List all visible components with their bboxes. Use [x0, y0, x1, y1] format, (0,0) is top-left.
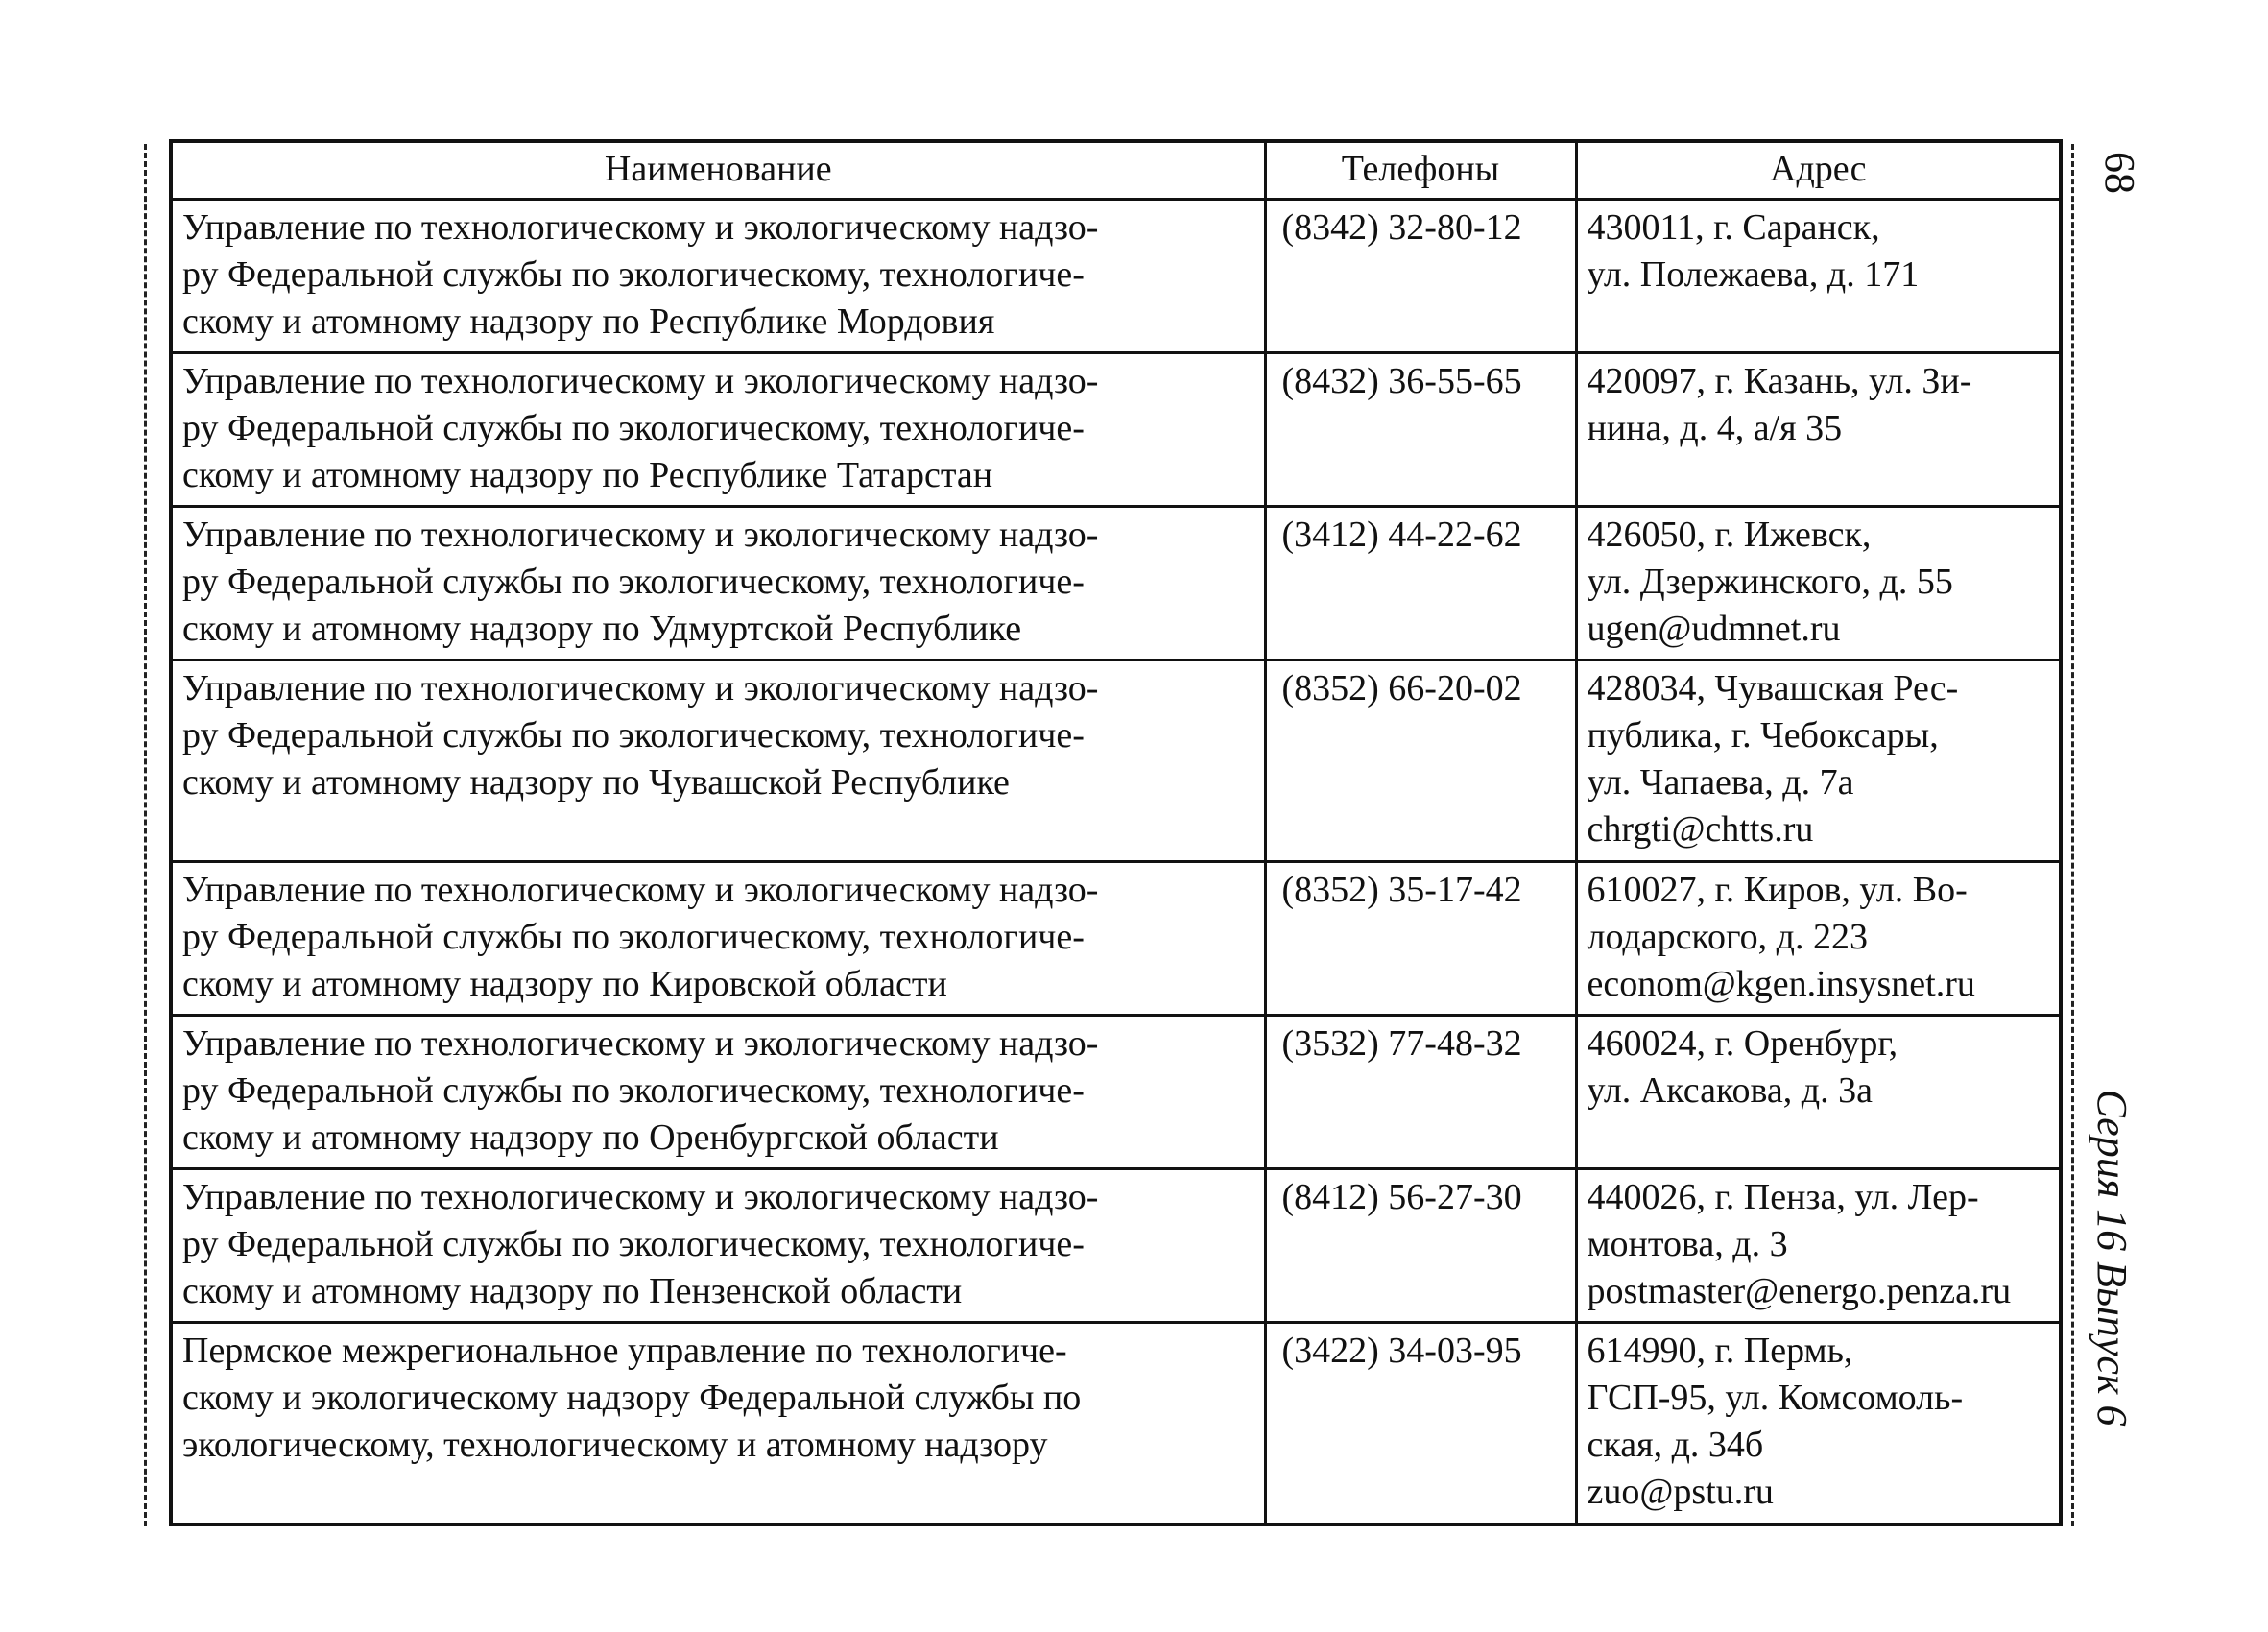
header-address: Адрес [1576, 141, 2061, 200]
right-margin-rule [2071, 144, 2074, 1526]
phone: (3532) 77-48-32 [1281, 1023, 1522, 1064]
org-name: Управление по технологическому и экологическому надзо- ру Федеральной службы по экологическому, технологиче- скому и атомному надзору по Удмуртской Республике [182, 515, 1099, 649]
table-header-row [171, 141, 2061, 200]
phone-cell [1265, 507, 1576, 660]
phone-cell [1265, 862, 1576, 1016]
org-name: Управление по технологическому и экологическому надзо- ру Федеральной службы по экологическому, технологиче- скому и атомному надзору по Кировской области [182, 870, 1099, 1004]
address: 420097, г. Казань, ул. Зи- нина, д. 4, а/я 35 [1587, 361, 1972, 448]
phone-cell [1265, 1016, 1576, 1169]
org-name-cell [171, 862, 1265, 1016]
org-name: Пермское межрегиональное управление по технологиче- скому и экологическому надзору Федеральной службы по экологическому, технологическому и атомному надзору [182, 1331, 1082, 1465]
address: 460024, г. Оренбург, ул. Аксакова, д. 3а [1587, 1023, 1898, 1111]
address-cell [1576, 353, 2061, 507]
table-row [171, 1169, 2061, 1323]
phone: (8432) 36-55-65 [1281, 361, 1522, 401]
table-row [171, 1016, 2061, 1169]
table-row [171, 200, 2061, 353]
header-name: Наименование [171, 141, 1265, 200]
address-cell [1576, 200, 2061, 353]
header-phones: Телефоны [1265, 141, 1576, 200]
table-row [171, 507, 2061, 660]
org-name-cell [171, 200, 1265, 353]
phone-cell [1265, 1169, 1576, 1323]
contacts-table [169, 139, 2063, 1526]
page-number: 68 [2096, 152, 2143, 194]
org-name-cell [171, 353, 1265, 507]
address-cell [1576, 862, 2061, 1016]
phone: (8352) 35-17-42 [1281, 870, 1522, 910]
address-cell [1576, 660, 2061, 862]
org-name: Управление по технологическому и экологическому надзо- ру Федеральной службы по экологическому, технологиче- скому и атомному надзору по Республике Мордовия [182, 207, 1099, 342]
address-cell [1576, 1323, 2061, 1524]
phone: (3412) 44-22-62 [1281, 515, 1522, 555]
org-name-cell [171, 660, 1265, 862]
table-row [171, 1323, 2061, 1524]
phone-cell [1265, 353, 1576, 507]
org-name-cell [171, 1169, 1265, 1323]
org-name-cell [171, 1016, 1265, 1169]
org-name: Управление по технологическому и экологическому надзо- ру Федеральной службы по экологическому, технологиче- скому и атомному надзору по Пензенской области [182, 1177, 1099, 1311]
series-label: Серия 16 Выпуск 6 [2089, 1089, 2136, 1427]
address: 440026, г. Пенза, ул. Лер- монтова, д. 3 postmaster@energo.penza.ru [1587, 1177, 2012, 1311]
table-row [171, 353, 2061, 507]
org-name: Управление по технологическому и экологическому надзо- ру Федеральной службы по экологическому, технологиче- скому и атомному надзору по Чувашской Республике [182, 668, 1099, 803]
address: 426050, г. Ижевск, ул. Дзержинского, д. 55 ugen@udmnet.ru [1587, 515, 1953, 649]
address: 614990, г. Пермь, ГСП-95, ул. Комсомоль- ская, д. 34б zuo@pstu.ru [1587, 1331, 1964, 1512]
org-name: Управление по технологическому и экологическому надзо- ру Федеральной службы по экологическому, технологиче- скому и атомному надзору по Оренбургской области [182, 1023, 1099, 1158]
address: 430011, г. Саранск, ул. Полежаева, д. 171 [1587, 207, 1920, 295]
phone: (8342) 32-80-12 [1281, 207, 1522, 248]
org-name-cell [171, 1323, 1265, 1524]
phone: (8412) 56-27-30 [1281, 1177, 1522, 1217]
address: 610027, г. Киров, ул. Во- лодарского, д. 223 econom@kgen.insysnet.ru [1587, 870, 1975, 1004]
phone-cell [1265, 1323, 1576, 1524]
table-row [171, 660, 2061, 862]
phone: (3422) 34-03-95 [1281, 1331, 1522, 1371]
phone: (8352) 66-20-02 [1281, 668, 1522, 708]
address: 428034, Чувашская Рес- публика, г. Чебоксары, ул. Чапаева, д. 7а chrgti@chtts.ru [1587, 668, 1959, 850]
org-name-cell [171, 507, 1265, 660]
address-cell [1576, 507, 2061, 660]
org-name: Управление по технологическому и экологическому надзо- ру Федеральной службы по экологическому, технологиче- скому и атомному надзору по Республике Татарстан [182, 361, 1099, 495]
address-cell [1576, 1016, 2061, 1169]
left-margin-rule [144, 144, 147, 1526]
phone-cell [1265, 200, 1576, 353]
phone-cell [1265, 660, 1576, 862]
address-cell [1576, 1169, 2061, 1323]
table-row [171, 862, 2061, 1016]
